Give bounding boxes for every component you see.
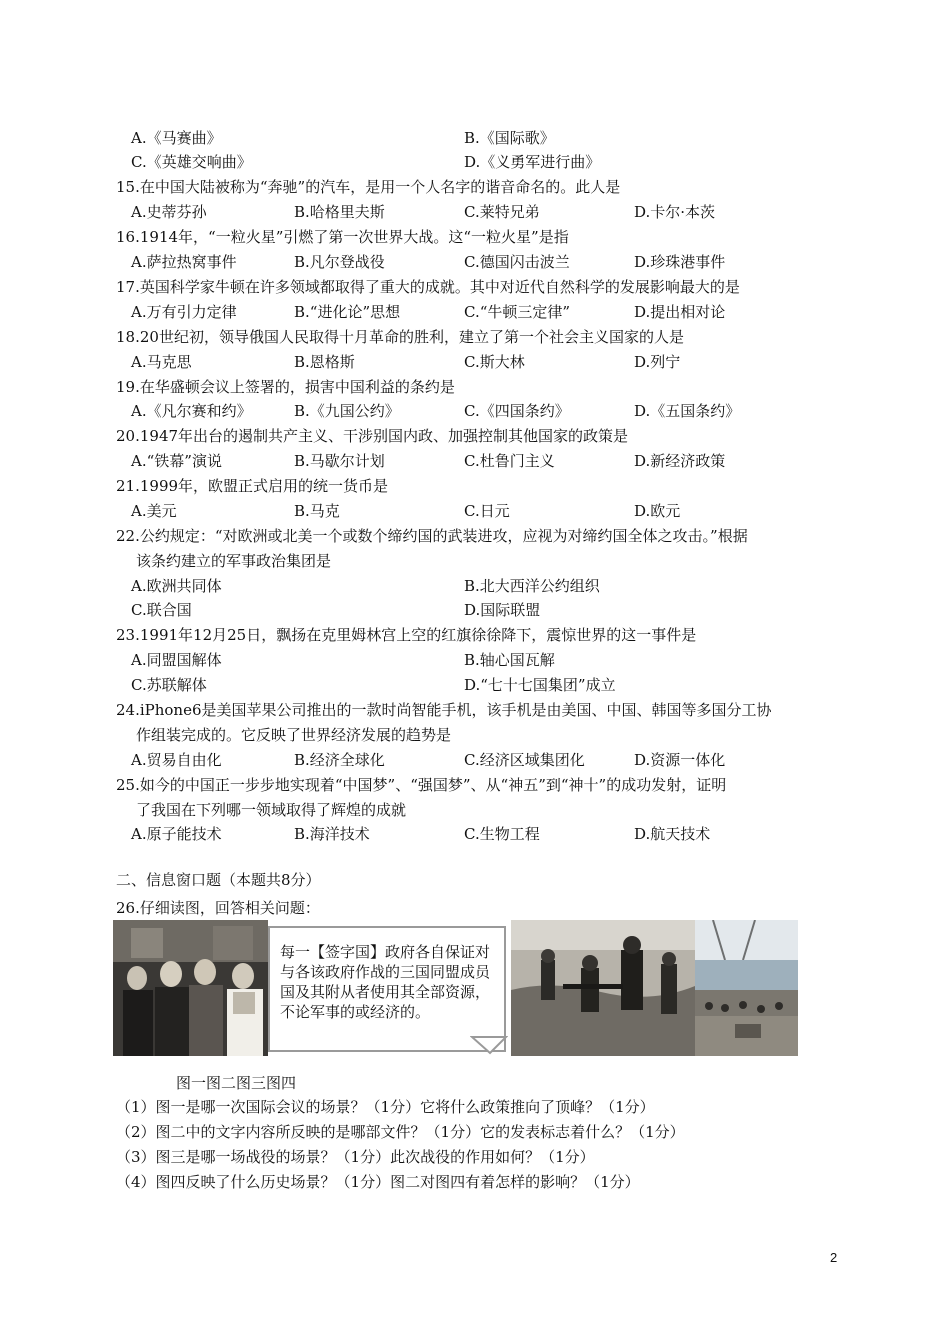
question-stem: 16.1914年，“一粒火星”引燃了第一次世界大战。这“一粒火星”是指 xyxy=(116,228,569,246)
option-b: B.海洋技术 xyxy=(294,825,370,843)
q14-option-b: B.《国际歌》 xyxy=(464,129,555,147)
option-c: C.日元 xyxy=(464,502,510,520)
option-b: B.轴心国瓦解 xyxy=(464,651,555,669)
callout-tail xyxy=(470,1035,508,1055)
option-b: B.北大西洋公约组织 xyxy=(464,577,600,595)
option-a: A.史蒂芬孙 xyxy=(131,203,207,221)
figure-2-treaty-text-callout xyxy=(268,926,506,1052)
sub-question-4: （4）图四反映了什么历史场景？（1分）图二对图四有着怎样的影响？（1分） xyxy=(116,1173,640,1191)
option-b: B.《九国公约》 xyxy=(294,402,400,420)
question-stem: 18.20世纪初，领导俄国人民取得十月革命的胜利，建立了第一个社会主义国家的人是 xyxy=(116,328,684,346)
option-b: B.凡尔登战役 xyxy=(294,253,385,271)
option-c: C.经济区域集团化 xyxy=(464,751,585,769)
option-c: C.斯大林 xyxy=(464,353,525,371)
q14-option-a: A.《马赛曲》 xyxy=(131,129,222,147)
question-stem-cont: 该条约建立的军事政治集团是 xyxy=(136,552,332,570)
question-stem: 20.1947年出台的遏制共产主义、干涉别国内政、加强控制其他国家的政策是 xyxy=(116,427,629,445)
sub-question-1: （1）图一是哪一次国际会议的场景？（1分）它将什么政策推向了顶峰？（1分） xyxy=(116,1098,655,1116)
option-d: D.《五国条约》 xyxy=(634,402,741,420)
option-b: B.恩格斯 xyxy=(294,353,355,371)
option-c: C.联合国 xyxy=(131,601,192,619)
question-stem: 19.在华盛顿会议上签署的，损害中国利益的条约是 xyxy=(116,378,455,396)
option-b: B.哈格里夫斯 xyxy=(294,203,385,221)
option-c: C.莱特兄弟 xyxy=(464,203,540,221)
option-d: D.珍珠港事件 xyxy=(634,253,726,271)
option-a: A.美元 xyxy=(131,502,177,520)
option-d: D.国际联盟 xyxy=(464,601,541,619)
option-a: A.贸易自由化 xyxy=(131,751,222,769)
option-a: A.“铁幕”演说 xyxy=(131,452,222,470)
option-c: C.德国闪击波兰 xyxy=(464,253,570,271)
option-c: C.杜鲁门主义 xyxy=(464,452,555,470)
option-d: D.新经济政策 xyxy=(634,452,726,470)
option-a: A.萨拉热窝事件 xyxy=(131,253,237,271)
question-stem: 25.如今的中国正一步步地实现着“中国梦”、“强国梦”、从“神五”到“神十”的成功发射，证明 xyxy=(116,776,727,794)
option-a: A.万有引力定律 xyxy=(131,303,237,321)
page-number: 2 xyxy=(830,1250,838,1265)
figure-caption: 图一图二图三图四 xyxy=(176,1074,297,1092)
figure-1-munich-conference-photo xyxy=(113,920,268,1056)
q14-option-d: D.《义勇军进行曲》 xyxy=(464,153,601,171)
question-stem: 23.1991年12月25日，飘扬在克里姆林宫上空的红旗徐徐降下，震惊世界的这一事件是 xyxy=(116,626,697,644)
option-d: D.航天技术 xyxy=(634,825,711,843)
sub-question-3: （3）图三是哪一场战役的场景？（1分）此次战役的作用如何？（1分） xyxy=(116,1148,595,1166)
option-d: D.资源一体化 xyxy=(634,751,726,769)
question-stem-cont: 作组装完成的。它反映了世界经济发展的趋势是 xyxy=(136,726,452,744)
callout-text: 每一【签字国】政府各自保证对与各该政府作战的三国同盟成员国及其附从者使用其全部资源，不论军事的或经济的。 xyxy=(280,943,491,1021)
q14-option-c: C.《英雄交响曲》 xyxy=(131,153,252,171)
option-c: C.苏联解体 xyxy=(131,676,207,694)
option-b: B.“进化论”思想 xyxy=(294,303,401,321)
option-a: A.同盟国解体 xyxy=(131,651,222,669)
option-b: B.经济全球化 xyxy=(294,751,385,769)
option-c: C.“牛顿三定律” xyxy=(464,303,571,321)
section-title: 二、信息窗口题（本题共8分） xyxy=(116,871,321,889)
option-b: B.马克 xyxy=(294,502,340,520)
option-a: A.原子能技术 xyxy=(131,825,222,843)
figure-3-normandy-landing-photo xyxy=(511,920,695,1056)
option-a: A.欧洲共同体 xyxy=(131,577,222,595)
sub-question-2: （2）图二中的文字内容所反映的是哪部文件？（1分）它的发表标志着什么？（1分） xyxy=(116,1123,685,1141)
option-b: B.马歇尔计划 xyxy=(294,452,385,470)
figure-4-surrender-ceremony-photo xyxy=(695,920,798,1056)
option-d: D.“七十七国集团”成立 xyxy=(464,676,616,694)
option-d: D.欧元 xyxy=(634,502,681,520)
question-stem-cont: 了我国在下列哪一领域取得了辉煌的成就 xyxy=(136,801,407,819)
question-stem: 17.英国科学家牛顿在许多领域都取得了重大的成就。其中对近代自然科学的发展影响最大的是 xyxy=(116,278,740,296)
option-a: A.《凡尔赛和约》 xyxy=(131,402,252,420)
option-a: A.马克思 xyxy=(131,353,192,371)
question-stem: 21.1999年，欧盟正式启用的统一货币是 xyxy=(116,477,389,495)
option-d: D.提出相对论 xyxy=(634,303,726,321)
option-c: C.《四国条约》 xyxy=(464,402,570,420)
option-c: C.生物工程 xyxy=(464,825,540,843)
option-d: D.列宁 xyxy=(634,353,681,371)
question-stem: 22.公约规定：“对欧洲或北美一个或数个缔约国的武装进攻，应视为对缔约国全体之攻击。”根据 xyxy=(116,527,748,545)
option-d: D.卡尔·本茨 xyxy=(634,203,716,221)
question-stem: 15.在中国大陆被称为“奔驰”的汽车，是用一个人名字的谐音命名的。此人是 xyxy=(116,178,621,196)
question-stem: 24.iPhone6是美国苹果公司推出的一款时尚智能手机，该手机是由美国、中国、韩国等多国分工协 xyxy=(116,701,772,719)
question-stem: 26.仔细读图，回答相关问题： xyxy=(116,899,320,917)
